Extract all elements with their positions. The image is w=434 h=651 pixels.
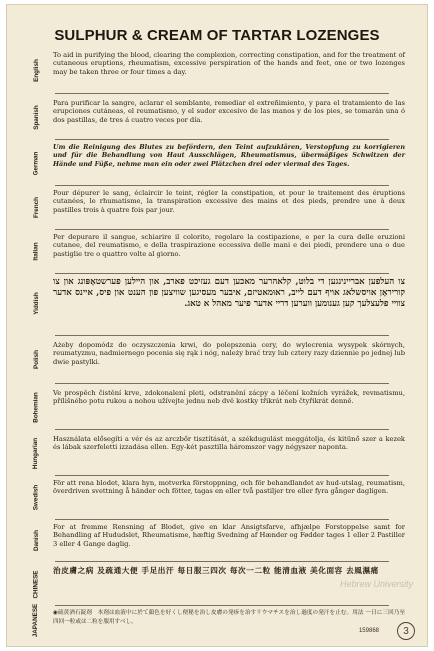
section-text-polish: Ażeby dopomódz do oczyszczenia krwi, do polepszenia cery, do wylecrenia wysypek skórnych, reumatyzmu, nadmiernego pocenia się rąk i nóg, należy brać trzy lub cztery razy dziennie po jednej lub dwie pastylki. [53, 341, 405, 366]
section-danish [7, 523, 427, 557]
divider [55, 93, 389, 94]
language-label-english: English [32, 58, 40, 82]
archive-watermark: Hebrew University [339, 579, 413, 589]
divider [55, 185, 389, 186]
section-hungarian [7, 435, 427, 471]
divider [55, 229, 389, 230]
section-text-french: Pour dépurer le sang, éclaircir le teint, régler la constipation, et pour le traitement des éruptions cutanées, le rhumatisme, la transpiration excessive des mains et des pieds, prendre une à deux pastilles trois à quatre fois par jour. [53, 189, 405, 214]
section-italian [7, 233, 427, 269]
section-text-spanish: Para purificar la sangre, aclarar el semblante, remediar el extreñimiento, y para el tratamiento de las erupciones cutáneas, el reumatismo, y el sudor excesivo de las manos y de los pies, se tomarán una ó dos pastillas, de tres á cuatro veces por día. [53, 99, 405, 124]
language-label-spanish: Spanish [32, 104, 40, 130]
section-text-bohemian: Ve prospěch čistění krve, zdokonalení pleti, odstranění zácpy a léčení kožních vyrážek, revmatismu, přílišného potu rukou a nohou užívejte jednu neb dvě kostky třikrát neb čtyřikrát denně. [53, 389, 405, 406]
section-text-danish: For at fremme Rensning af Blodet, give en klar Ansigtsfarve, afhjælpe Forstoppelse samt for Behandling af Hududslet, Rheumatisme, hæftig Svedning af Hænder og Fødder tages 1 eller 2 Pastiller 3 eller 4 Gange daglig. [53, 523, 405, 548]
language-label-yiddish: Yiddish [32, 291, 40, 315]
document-title: SULPHUR & CREAM OF TARTAR LOZENGES [54, 27, 380, 44]
divider [55, 429, 389, 430]
section-text-german: Um die Reinigung des Blutes zu befördern, den Teint aufzuklären, Verstopfung zu korrigieren und für die Behandlung von Haut Ausschlägen, Rheumatismus, übermäßiges Schwitzen der Hände und Füße, nehme man ein oder zwei Plätzchen drei oder viermal des Tages. [53, 143, 405, 168]
section-text-swedish: För att rena blodet, klara hyn, motverka förstoppning, och för behandlandet av hud-utslag, reumatism, överdriven svettning å händer och fötter, tagas en eller två pastiljer tre eller fyra gånger dagligen. [53, 479, 405, 496]
language-label-hungarian: Hungarian [32, 437, 40, 469]
section-text-hungarian: Használata elősegíti a vér és az arczbőr tisztítását, a székdugulást meggátolja, és kitünő szer a kezek és lábak szerfeletti izzadása ellen. Egy-két pasztilla háromszor vagy négyszer naponta. [53, 435, 405, 452]
language-label-swedish: Swedish [32, 484, 40, 510]
divider [55, 475, 389, 476]
divider [55, 273, 389, 274]
language-label-french: French [32, 196, 40, 218]
section-swedish [7, 479, 427, 515]
section-french [7, 189, 427, 225]
divider [55, 383, 389, 384]
section-yiddish [7, 277, 427, 329]
section-polish [7, 341, 427, 377]
language-label-bohemian: Bohemian [32, 391, 40, 423]
language-label-danish: Danish [32, 529, 40, 551]
section-english [7, 51, 427, 89]
language-label-polish: Polish [32, 349, 40, 369]
language-label-japanese: JAPANESE [32, 603, 40, 637]
section-text-japanese: ◉硫黄酒石錠剤 本剤は血液中に於て顔色を好くし便秘を治し皮膚の発疹を治すリウマチスを治し過度の発汗を止む。用法 一日に三回乃至四回一粒或は二粒を服用すべし。 [53, 610, 405, 625]
section-text-chinese: 治皮膚之病 及疏通大便 手足出汗 每日服三四次 每次一二粒 能清血液 美化面容 去風濕痛 [53, 566, 379, 575]
lozenge-insert-sheet [6, 4, 428, 647]
section-text-english: To aid in purifying the blood, clearing the complexion, correcting constipation, and for the treatment of cutaneous eruptions, rheumatism, excessive perspiration of the hands and feet, one or two lozenges may be taken three or four times a day. [53, 51, 405, 76]
section-german [7, 143, 427, 183]
divider [55, 605, 389, 606]
divider [55, 335, 389, 336]
language-label-italian: Italian [32, 241, 40, 261]
section-text-italian: Per depurare il sangue, schiarire il colorito, regolare la costipazione, e per la cura delle eruzioni cutanee, del reumatismo, e della traspirazione eccessiva delle mani e dei piedi, prendere una o due pastiglie tre o quattro volte al giorno. [53, 233, 405, 258]
divider [55, 519, 389, 520]
page-number-circle: 3 [397, 622, 415, 640]
divider [55, 139, 389, 140]
section-spanish [7, 99, 427, 135]
language-label-german: German [32, 151, 40, 175]
section-bohemian [7, 389, 427, 425]
language-label-chinese: CHINESE [32, 570, 40, 598]
section-text-yiddish: צו העלפען אבריינינגען די בלוט, קלאהרער מאכען דעם געזיכט פארב, און הײלען פערשטאָפּונג און צו קוריראָן אויסשלאג אויף דעם לייב, ראוּמאטיזם, איבער מעסיגען שוויצען פון הענט און פיס, איינס אדער צוויי פלעצלעך קען גענומען ווערען דריי אדער פיער מאהל א טאג. [53, 277, 405, 309]
divider [55, 561, 389, 562]
catalog-number: 159868 [358, 628, 379, 634]
